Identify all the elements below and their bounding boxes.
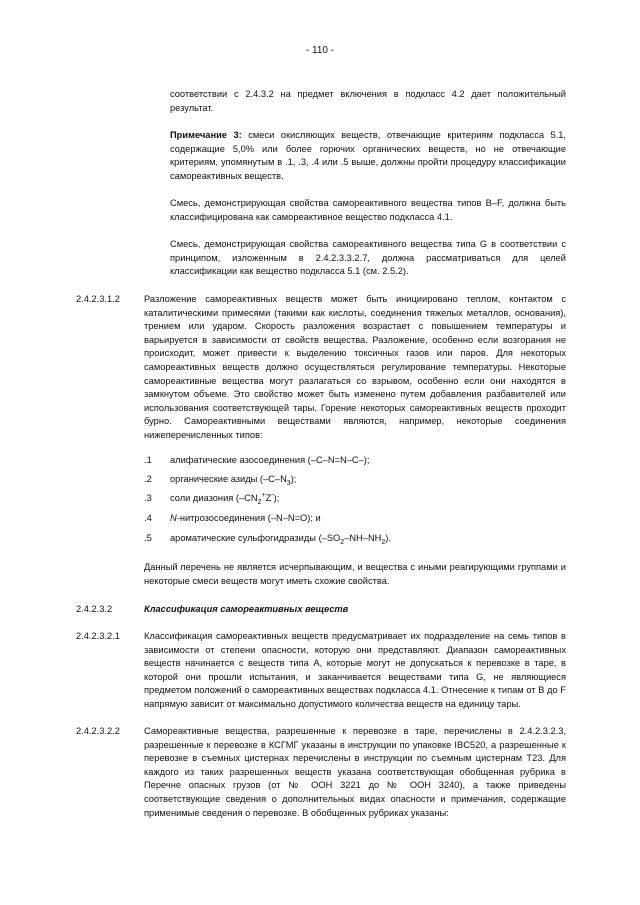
page-number: - 110 - [305,45,335,56]
list-item-number: .5 [144,533,152,543]
list-closing-paragraph: Данный перечень не является исчерпывающим, и вещества с иными реагирующими группами и некоторые смеси веществ могут иметь схожие свойства. [144,562,566,586]
list-item-italic-prefix: N [170,513,177,523]
section-text-2-4-2-3-2-1: Классификация самореактивных веществ предусматривает их подразделение на семь типов в зависимости от степени опасности, которую они представляют. Диапазон самореактивных веществ начинается с веществ типа A, которые могут не допускаться к перевозке в таре, в которой они прошли испытания, и заканчивается веществами типа G, не являющиеся предметом положений о самореактивных веществах подкласса 4.1. Отнесение к типам от B до F напрямую зависит от максимально допустимого количества веществ на единицу тары. [144,631,566,709]
continuation-paragraph: соответствии с 2.4.3.2 на предмет включения в подкласс 4.2 дает положительный результат. [170,89,566,113]
note-text: смеси окисляющих веществ, отвечающие критериям подкласса 5.1, содержащие 5,0% или более горючих органических веществ, но не отвечающие критериям, упомянутым в .1, .3, .4 или .5 выше, должны пройти процедуру классификации самореактивных веществ. [170,130,567,181]
list-item-text: органические азиды $(-C-N_3)$; [170,474,297,487]
list-item-text [170,512,321,526]
section-text-2-4-2-3-2-2: Самореактивные вещества, разрешенные к перевозке в таре, перечислены в 2.4.2.3.2.3, разрешенные к перевозке в КСГМГ указаны в инструкции по упаковке IBC520, а разрешенные к перевозке в съемных цистернах перечислены в инструкции по съемным цистернам T23. Для каждого из таких разрешенных веществ указана соответствующая обобщенная рубрика в Перечне опасных грузов (от № ООН 3221 до № ООН 3240), а также приведены соответствующие сведения о дополнительных видах опасности и примечания, содержащие применимые сведения о перевозке. В обобщенных рубриках указаны: [144,726,566,818]
list-item-number: .4 [144,513,152,523]
list-item-number: .3 [144,493,152,503]
list-item-number: .2 [144,474,152,484]
paragraph-type-g: Смесь, демонстрирующая свойства самореактивного вещества типа G в соответствии с принципом, изложенным в 2.4.2.3.3.2.7, должна рассматриваться для целей классификации как вещество подкласса 5.1 (см. 2.5.2). [170,239,566,277]
list-item-number: .1 [144,455,152,465]
list-item-text: ароматические сульфогидразиды $(-SO_2-NH-NH_2)$. [170,533,391,546]
section-number-2-4-2-3-1-2: 2.4.2.3.1.2 [76,294,120,304]
note-label: Примечание 3: [170,130,242,140]
list-item-text: соли диазония $(-CN_2^+Z^-)$; [170,491,280,506]
paragraph-types-b-f: Смесь, демонстрирующая свойства самореактивного вещества типов B–F, должна быть классифицирована как самореактивное вещество подкласса 4.1. [170,198,566,222]
section-text-2-4-2-3-1-2: Разложение самореактивных веществ может быть инициировано теплом, контактом с каталитическими примесями (такими как кислоты, соединения тяжелых металлов, основания), трением или ударом. Скорость разложения возрастает с повышением температуры и варьируется в зависимости от свойств вещества. Разложение, особенно если возгорания не происходит, может привести к выделению токсичных газов или паров. Для некоторых самореактивных веществ должно осуществляться регулирование температуры. Некоторые самореактивные вещества могут разлагаться со взрывом, особенно если они находятся в замкнутом объеме. Это свойство может быть изменено путем добавления разбавителей или использования соответствующей тары. Горение некоторых самореактивных веществ проходит бурно. Самореактивными веществами являются, например, некоторые соединения нижеперечисленных типов: [144,294,566,440]
note-3 [170,129,566,183]
section-number-2-4-2-3-2-1: 2.4.2.3.2.1 [76,631,120,641]
list-item-text: алифатические азосоединения (–C–N=N–C–); [170,455,370,465]
list-item-text-rest: -нитрозосоединения (–N–N=O); и [176,513,321,523]
section-title: Классификация самореактивных веществ [144,604,349,614]
section-number-2-4-2-3-2: 2.4.2.3.2 [76,604,113,614]
section-number-2-4-2-3-2-2: 2.4.2.3.2.2 [76,726,120,736]
